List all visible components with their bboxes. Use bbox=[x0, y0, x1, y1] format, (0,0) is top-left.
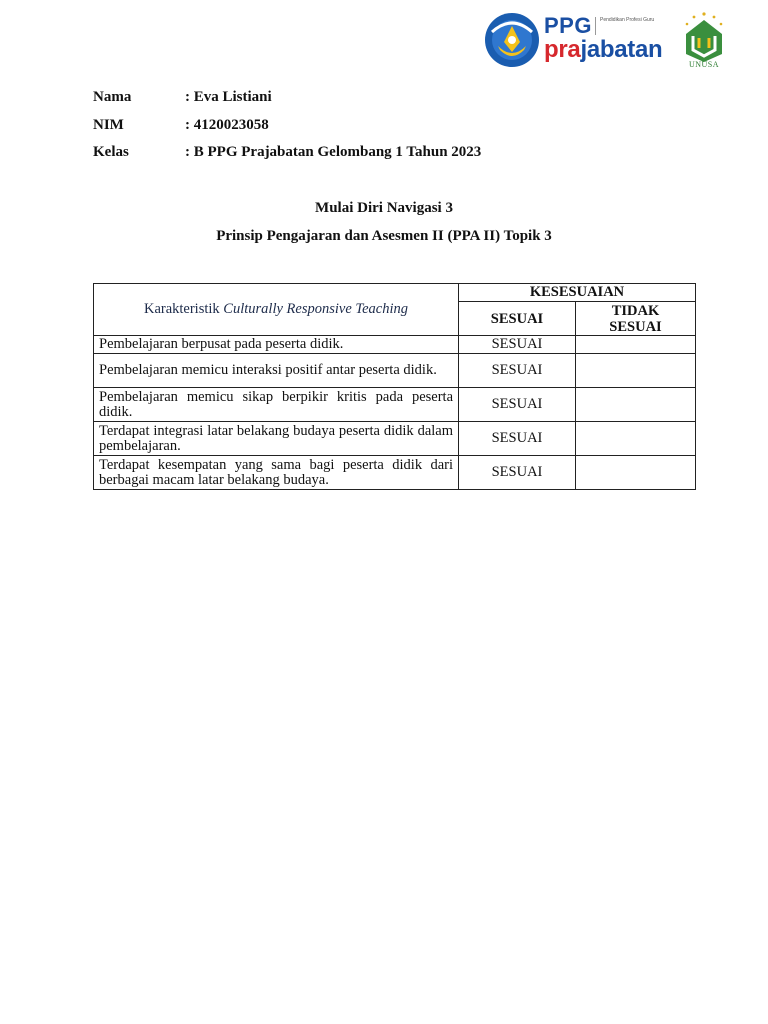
tidak-sesuai-cell bbox=[576, 354, 696, 388]
feature-cell: Terdapat kesempatan yang sama bagi peserta didik dari berbagai macam latar belakang budaya. bbox=[94, 456, 459, 490]
header-kesesuaian: KESESUAIAN bbox=[459, 284, 696, 302]
sesuai-cell: SESUAI bbox=[459, 336, 576, 354]
document-title: Mulai Diri Navigasi 3 bbox=[315, 200, 453, 216]
identity-row-kelas bbox=[93, 143, 481, 171]
identity-value: : 4120023058 bbox=[185, 116, 269, 133]
ppg-prajabatan-logo bbox=[544, 14, 674, 70]
identity-label: NIM bbox=[93, 116, 124, 133]
identity-value: : B PPG Prajabatan Gelombang 1 Tahun 2023 bbox=[185, 144, 482, 160]
ppg-logo-text: PPG bbox=[544, 13, 592, 38]
identity-block bbox=[93, 88, 481, 171]
tut-wuri-handayani-logo-icon bbox=[484, 12, 540, 68]
sesuai-cell: SESUAI bbox=[459, 456, 576, 490]
feature-cell: Pembelajaran berpusat pada peserta didik. bbox=[94, 336, 459, 354]
identity-value: : Eva Listiani bbox=[185, 89, 272, 105]
table-header-row bbox=[94, 284, 696, 302]
sesuai-cell: SESUAI bbox=[459, 422, 576, 456]
crt-characteristics-table bbox=[93, 283, 696, 490]
tidak-sesuai-cell bbox=[576, 456, 696, 490]
table-row bbox=[94, 456, 696, 490]
header-karakteristik-prefix: Karakteristik bbox=[143, 301, 224, 317]
tidak-sesuai-cell bbox=[576, 336, 696, 354]
ppg-logo-subtext: Pendidikan Profesi Guru bbox=[600, 17, 655, 23]
sesuai-cell: SESUAI bbox=[459, 354, 576, 388]
header-tidak-sesuai bbox=[576, 302, 696, 336]
table-row bbox=[94, 422, 696, 456]
prajabatan-logo-text-b: jabatan bbox=[580, 36, 663, 63]
identity-row-nim bbox=[93, 116, 481, 144]
header-karakteristik-italic: Culturally Responsive Teaching bbox=[223, 301, 409, 317]
header-logos bbox=[484, 10, 734, 74]
identity-row-nama bbox=[93, 88, 481, 116]
identity-label: Kelas bbox=[93, 144, 129, 160]
document-subtitle: Prinsip Pengajaran dan Asesmen II (PPA II) Topik 3 bbox=[216, 228, 552, 244]
logo-separator bbox=[595, 17, 596, 35]
tidak-sesuai-cell bbox=[576, 422, 696, 456]
prajabatan-logo-text-a: pra bbox=[544, 36, 581, 63]
header-sesuai: SESUAI bbox=[459, 302, 576, 336]
feature-cell: Pembelajaran memicu sikap berpikir kritis pada peserta didik. bbox=[94, 388, 459, 422]
header-tidak-line1: TIDAK bbox=[611, 302, 660, 319]
unusa-logo-text: UNUSA bbox=[688, 60, 720, 69]
identity-label: Nama bbox=[93, 89, 132, 105]
header-karakteristik bbox=[94, 284, 459, 336]
feature-cell: Pembelajaran memicu interaksi positif antar peserta didik. bbox=[94, 354, 459, 388]
prajabatan-logo-text bbox=[544, 36, 662, 64]
feature-cell: Terdapat integrasi latar belakang budaya peserta didik dalam pembelajaran. bbox=[94, 422, 459, 456]
sesuai-cell: SESUAI bbox=[459, 388, 576, 422]
tidak-sesuai-cell bbox=[576, 388, 696, 422]
table-row bbox=[94, 336, 696, 354]
header-tidak-line2: SESUAI bbox=[609, 318, 662, 335]
table-row bbox=[94, 354, 696, 388]
table-row bbox=[94, 388, 696, 422]
